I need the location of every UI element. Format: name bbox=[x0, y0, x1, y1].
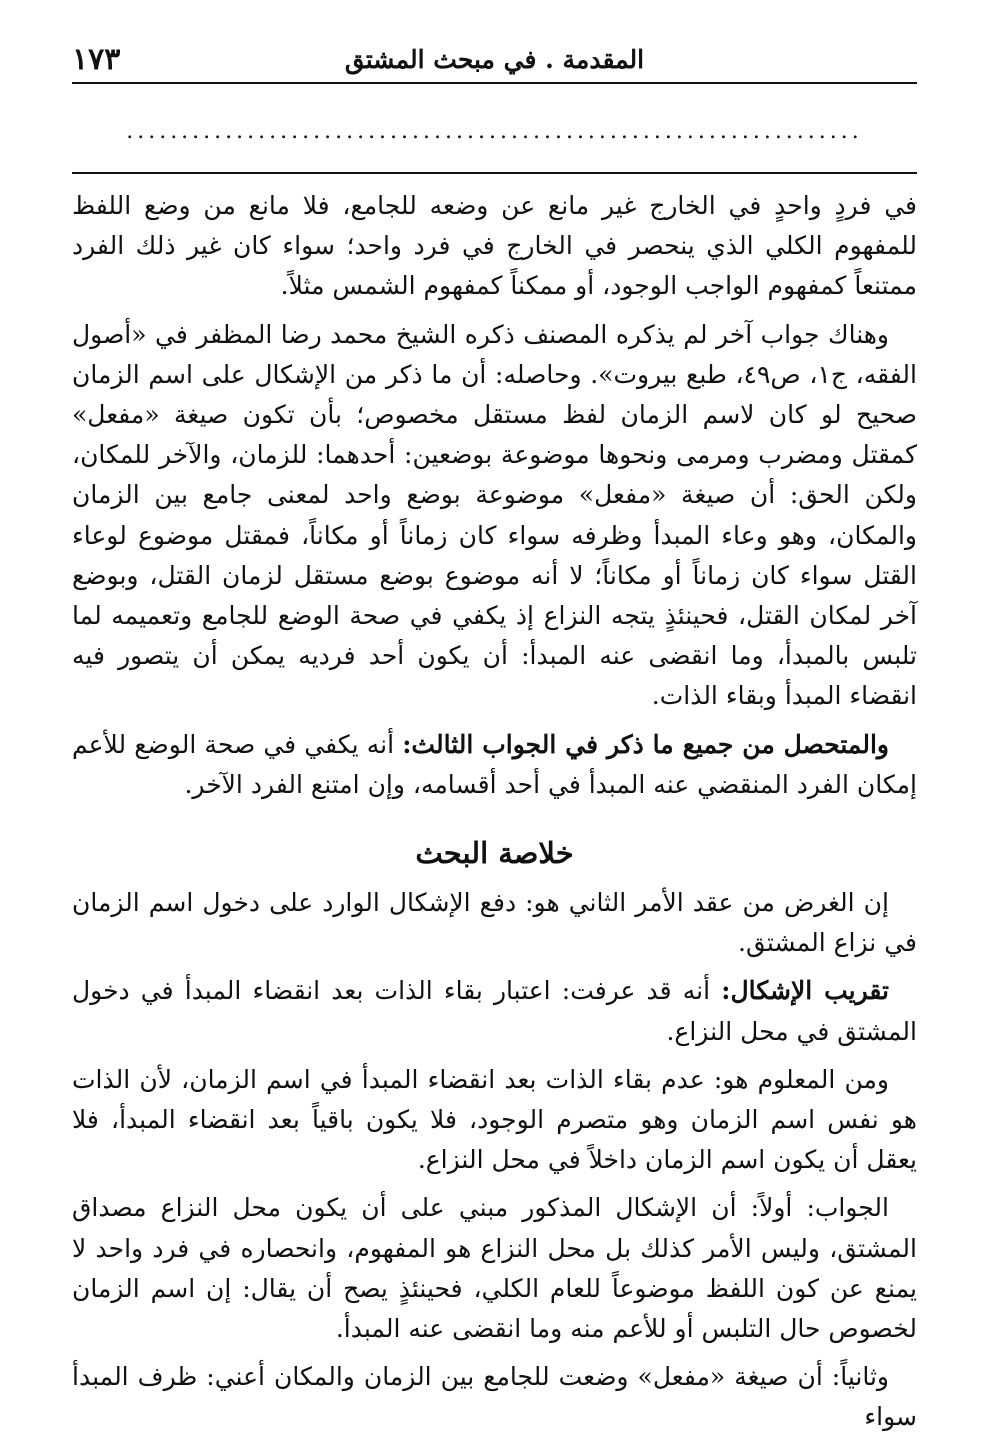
separator-rule bbox=[72, 172, 917, 174]
section-title: خلاصة البحث bbox=[415, 836, 574, 871]
paragraph: وهناك جواب آخر لم يذكره المصنف ذكره الشيخ محمد رضا المظفر في «أصول الفقه، ج١، ص٤٩، طبع بيروت». وحاصله: أن ما ذكر من الإشكال على اسم الزمان صحيح لو كان لاسم الزمان لفظ مستقل مخصوص؛ بأن تكون صيغة «مفعل» كمقتل ومضرب ومرمى ونحوها موضوعة بوضعين: أحدهما: للزمان، والآخر للمكان، ولكن الحق: أن صيغة «مفعل» موضوعة بوضع واحد لمعنى جامع بين الزمان والمكان، وهو وعاء المبدأ وظرفه سواء كان زماناً أو مكاناً، فمقتل موضوع لوعاء القتل سواء كان زماناً أو مكاناً؛ لا أنه موضوع بوضع مستقل لزمان القتل، وبوضع آخر لمكان القتل، فحينئذٍ يتجه النزاع إذ يكفي في صحة الوضع للجامع وتعميمه لما تلبس بالمبدأ، وما انقضى عنه المبدأ: أن يكون أحد فرديه يمكن أن يتصور فيه انقضاء المبدأ وبقاء الذات. bbox=[72, 319, 917, 711]
summary-paragraph: الجواب: أولاً: أن الإشكال المذكور مبني على أن يكون محل النزاع مصداق المشتق، وليس الأمر كذلك بل محل النزاع هو المفهوم، وانحصاره في فرد واحد لا يمنع عن كون اللفظ موضوعاً للعام الكلي، فحينئذٍ يصح أن يقال: إن اسم الزمان لخصوص حال التلبس أو للأعم منه وما انقضى عنه المبدأ. bbox=[72, 1193, 917, 1344]
paragraph-lead: والمتحصل من جميع ما ذكر في الجواب الثالث: bbox=[402, 729, 890, 759]
paragraph: والمتحصل من جميع ما ذكر في الجواب الثالث: أنه يكفي في صحة الوضع للأعم إمكان الفرد المنقضي عنه المبدأ في أحد أقسامه، وإن امتنع الفرد الآخر. bbox=[72, 729, 917, 799]
page-number: ١٧٣ bbox=[72, 42, 121, 77]
summary-paragraph: وثانياً: أن صيغة «مفعل» وضعت للجامع بين الزمان والمكان أعني: ظرف المبدأ سواء bbox=[72, 1362, 917, 1432]
running-header bbox=[72, 40, 917, 80]
paragraph-lead: تقريب الإشكال: bbox=[721, 976, 890, 1006]
chapter-title: المقدمة . في مبحث المشتق bbox=[344, 45, 645, 74]
header-rule bbox=[72, 82, 917, 84]
paragraph: في فردٍ واحدٍ في الخارج غير مانع عن وضعه للجامع، فلا مانع من وضع اللفظ للمفهوم الكلي الذي ينحصر في الخارج في فرد واحد؛ سواء كان غير ذلك الفرد ممتنعاً كمفهوم الواجب الوجود، أو ممكناً كمفهوم الشمس مثلاً. bbox=[72, 191, 917, 301]
body-text bbox=[72, 186, 917, 1446]
summary-paragraph: ومن المعلوم هو: عدم بقاء الذات بعد انقضاء المبدأ في اسم الزمان، لأن الذات هو نفس اسم الزمان وهو متصرم الوجود، فلا يكون باقياً بعد انقضاء المبدأ، فلا يعقل أن يكون اسم الزمان داخلاً في محل النزاع. bbox=[72, 1064, 917, 1175]
dotted-separator: ................................................................... bbox=[126, 119, 863, 144]
summary-paragraph: إن الغرض من عقد الأمر الثاني هو: دفع الإشكال الوارد على دخول اسم الزمان في نزاع المشتق. bbox=[72, 888, 917, 958]
summary-paragraph: تقريب الإشكال: أنه قد عرفت: اعتبار بقاء الذات بعد انقضاء المبدأ في دخول المشتق في محل النزاع. bbox=[72, 976, 917, 1046]
